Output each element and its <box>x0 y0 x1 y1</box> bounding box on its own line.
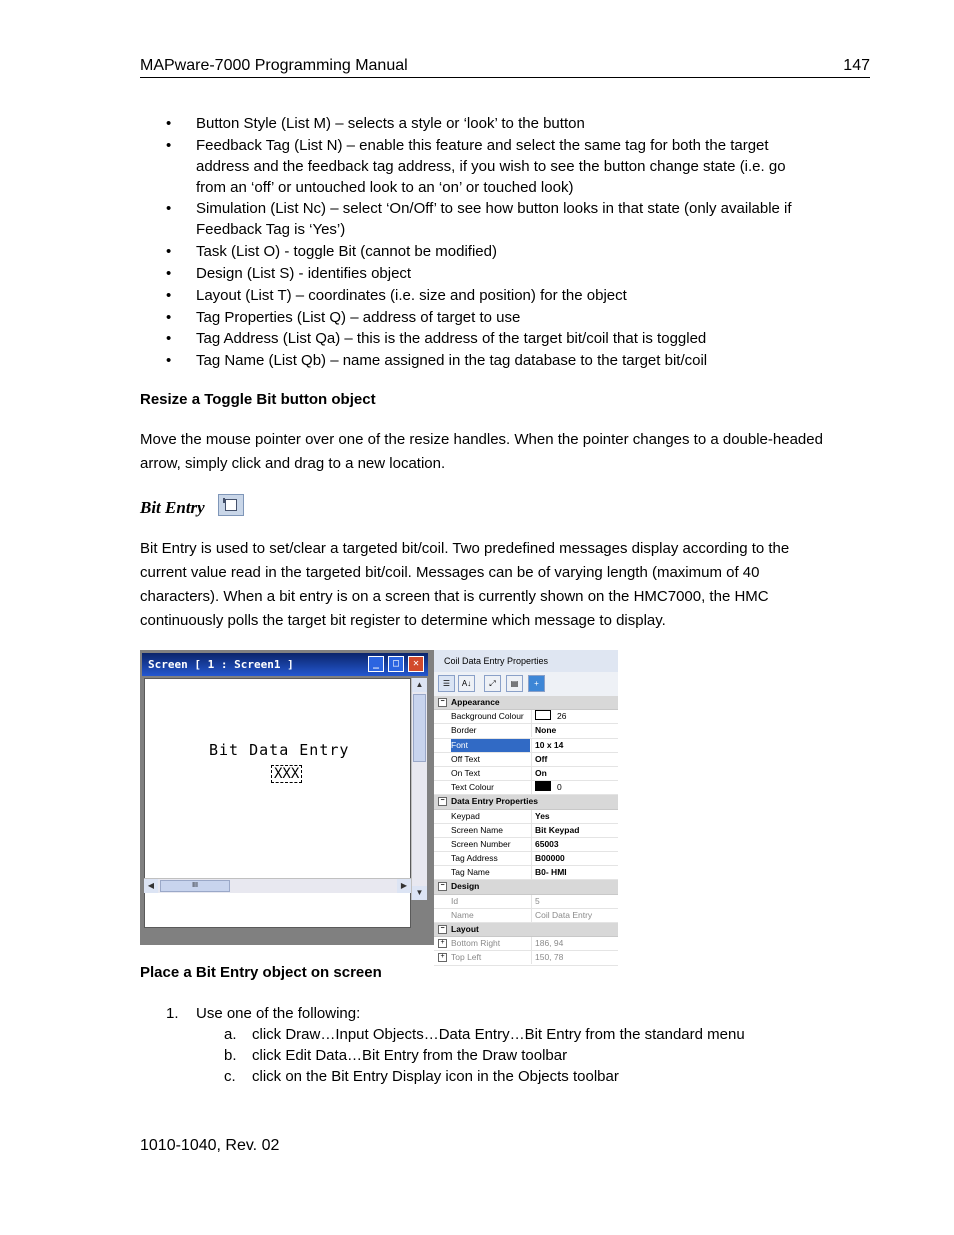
property-name: Top Left <box>451 952 482 963</box>
scroll-thumb[interactable] <box>413 694 426 762</box>
properties-panel <box>434 650 618 963</box>
substep-text: click Draw…Input Objects…Data Entry…Bit Entry from the standard menu <box>252 1026 745 1043</box>
bit-entry-icon <box>218 494 244 516</box>
property-name: Id <box>451 895 459 906</box>
property-row[interactable] <box>434 866 618 880</box>
maximize-icon[interactable]: □ <box>388 656 404 672</box>
window-titlebar <box>142 653 428 676</box>
property-value[interactable]: B0- HMI <box>531 866 618 879</box>
property-name: Off Text <box>451 753 480 764</box>
property-name: Bottom Right <box>451 938 501 949</box>
collapse-icon[interactable]: − <box>438 882 447 891</box>
substep-label: b. <box>224 1047 237 1064</box>
property-value[interactable]: None <box>531 724 618 737</box>
page-header <box>140 57 870 78</box>
scroll-left-icon[interactable]: ◀ <box>144 879 158 893</box>
property-value[interactable]: Yes <box>531 810 618 823</box>
property-name: On Text <box>451 767 481 778</box>
property-row[interactable] <box>434 937 618 951</box>
property-value[interactable]: 186, 94 <box>531 937 618 950</box>
screen-window <box>140 650 432 945</box>
color-swatch <box>535 710 551 720</box>
collapse-icon[interactable]: − <box>438 925 447 934</box>
scroll-up-icon[interactable]: ▲ <box>412 678 427 692</box>
property-value[interactable]: 10 x 14 <box>531 739 618 752</box>
property-value[interactable]: Off <box>531 753 618 766</box>
property-row[interactable] <box>434 710 618 724</box>
manual-title: MAPware-7000 Programming Manual <box>140 57 408 74</box>
step-number: 1. <box>166 1005 179 1022</box>
property-row[interactable] <box>434 739 618 753</box>
property-value[interactable]: On <box>531 767 618 780</box>
property-name: Text Colour <box>451 782 494 793</box>
category-label: Design <box>451 881 480 892</box>
property-name: Background Colour <box>451 711 524 722</box>
property-grid <box>434 696 618 966</box>
property-row[interactable] <box>434 724 618 738</box>
window-title: Screen [ 1 : Screen1 ] <box>148 658 294 671</box>
category-label: Layout <box>451 924 479 934</box>
property-name: Tag Address <box>451 853 498 864</box>
place-heading: Place a Bit Entry object on screen <box>140 964 382 981</box>
property-value[interactable]: B00000 <box>531 852 618 865</box>
property-row[interactable] <box>434 767 618 781</box>
properties-title: Coil Data Entry Properties <box>444 656 549 666</box>
property-value[interactable]: Coil Data Entry <box>531 909 618 922</box>
horizontal-scrollbar[interactable] <box>144 878 411 893</box>
property-name: Font <box>451 739 530 752</box>
scroll-down-icon[interactable]: ▼ <box>412 886 427 900</box>
resize-heading: Resize a Toggle Bit button object <box>140 391 376 408</box>
property-row[interactable] <box>434 753 618 767</box>
property-row[interactable] <box>434 838 618 852</box>
property-name: Name <box>451 909 474 920</box>
category-label: Appearance <box>451 697 500 707</box>
property-name: Border <box>451 725 477 736</box>
property-value[interactable]: 5 <box>531 895 618 908</box>
category-label: Data Entry Properties <box>451 796 538 807</box>
expand-all-icon[interactable]: ⤢ <box>484 675 501 692</box>
page-number: 147 <box>843 57 870 74</box>
expand-icon[interactable]: + <box>438 939 447 948</box>
property-value[interactable]: 65003 <box>531 838 618 851</box>
property-name: Keypad <box>451 810 480 821</box>
property-row[interactable] <box>434 909 618 923</box>
property-pages-icon[interactable]: ▤ <box>506 675 523 692</box>
property-category[interactable] <box>434 923 618 937</box>
alphabetical-icon[interactable]: A↓ <box>458 675 475 692</box>
substep-label: c. <box>224 1068 236 1085</box>
property-row[interactable] <box>434 810 618 824</box>
property-value[interactable]: 0 <box>531 781 618 794</box>
property-name: Tag Name <box>451 867 490 878</box>
scroll-thumb[interactable]: III <box>160 880 230 892</box>
property-category[interactable] <box>434 795 618 809</box>
property-row[interactable] <box>434 781 618 795</box>
substep-text: click Edit Data…Bit Entry from the Draw toolbar <box>252 1047 568 1064</box>
properties-title-bar <box>434 650 618 673</box>
bit-entry-object[interactable]: XXX <box>271 765 302 783</box>
property-value[interactable]: Bit Keypad <box>531 824 618 837</box>
categorized-icon[interactable]: ☰ <box>438 675 455 692</box>
step-text: Use one of the following: <box>196 1005 361 1022</box>
scroll-right-icon[interactable]: ▶ <box>397 879 411 893</box>
color-swatch <box>535 781 551 791</box>
canvas-label: Bit Data Entry <box>209 741 350 759</box>
software-screenshot <box>140 650 618 963</box>
property-name: Screen Name <box>451 824 503 835</box>
property-category[interactable] <box>434 696 618 710</box>
minimize-icon[interactable]: _ <box>368 656 384 672</box>
bit-entry-paragraph: Bit Entry is used to set/clear a targeted bit/coil. Two predefined messages display according to the current value read in the targeted bit/coil. Messages can be of varying length (maximum of 40 characters). When a bit entry is on a screen that is currently shown on the HMC7000, the HMC continuously polls the target bit register to determine which message to display. <box>140 540 790 629</box>
bit-entry-heading: Bit Entry <box>140 498 205 517</box>
resize-paragraph: Move the mouse pointer over one of the resize handles. When the pointer changes to a double-headed arrow, simply click and drag to a new location. <box>140 431 823 472</box>
property-row[interactable] <box>434 852 618 866</box>
property-row[interactable] <box>434 895 618 909</box>
document-id: 1010-1040, Rev. 02 <box>140 1137 280 1154</box>
property-row[interactable] <box>434 951 618 965</box>
substep-text: click on the Bit Entry Display icon in the Objects toolbar <box>252 1068 619 1085</box>
property-value[interactable]: 26 <box>531 710 618 723</box>
property-row[interactable] <box>434 824 618 838</box>
properties-toolbar <box>434 672 618 696</box>
collapse-icon[interactable]: − <box>438 698 447 707</box>
property-value[interactable]: 150, 78 <box>531 951 618 964</box>
substep-label: a. <box>224 1026 237 1043</box>
close-icon[interactable]: ✕ <box>408 656 424 672</box>
property-category[interactable] <box>434 880 618 894</box>
property-name: Screen Number <box>451 838 511 849</box>
add-icon[interactable]: + <box>528 675 545 692</box>
collapse-icon[interactable]: − <box>438 797 447 806</box>
vertical-scrollbar[interactable] <box>411 678 427 900</box>
expand-icon[interactable]: + <box>438 953 447 962</box>
